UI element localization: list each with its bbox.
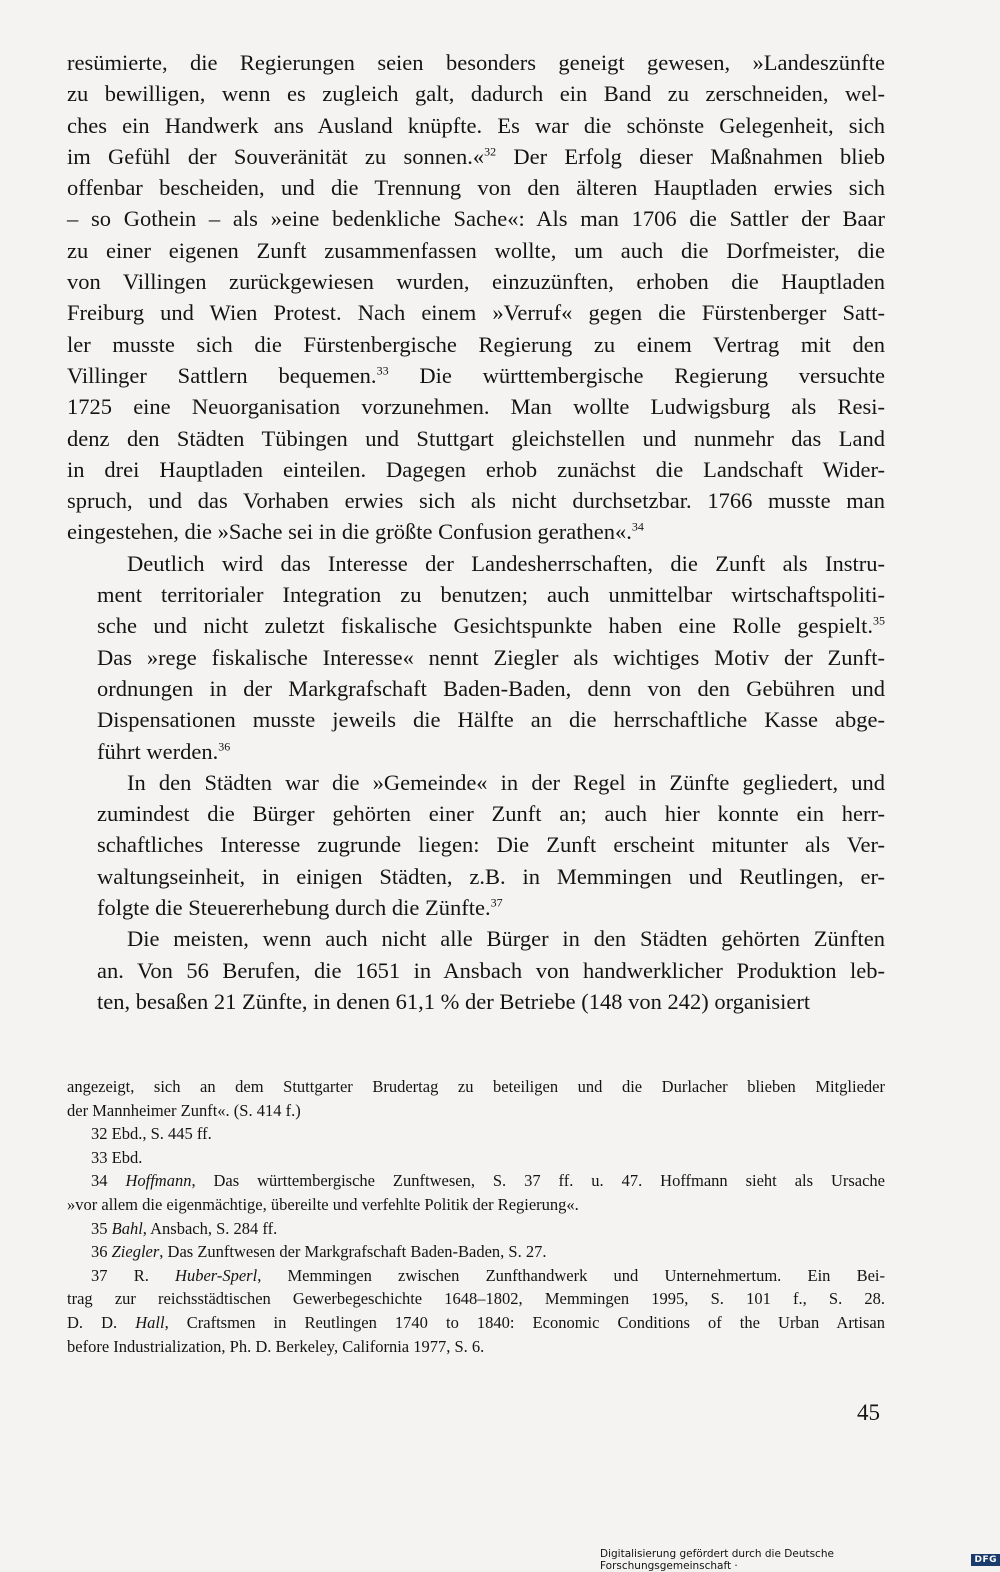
footnote-line: der Mannheimer Zunft«. (S. 414 f.) — [67, 1100, 301, 1120]
footnote-line: D. D. Hall, Craftsmen in Reutlingen 1740 to 1840: Economic Conditions of the Urban Artisan — [67, 1312, 885, 1332]
page-number: 45 — [857, 1400, 880, 1425]
text-line: In den Städten war die »Gemeinde« in der Regel in Zünfte gegliedert, und — [127, 769, 885, 795]
footnote — [67, 1169, 885, 1216]
text-line: Dispensationen musste jeweils die Hälfte an die herrschaftliche Kasse abge- — [97, 707, 885, 733]
text-line: – so Gothein – als »eine bedenkliche Sache«: Als man 1706 die Sattler der Baar — [67, 206, 885, 232]
text-line: ment territorialer Integration zu benutzen; auch unmittelbar wirtschaftspoliti- — [97, 582, 885, 608]
paragraph — [67, 923, 885, 1017]
text-line: ches ein Handwerk ans Ausland knüpfte. Es war die schönste Gelegenheit, sich — [67, 112, 885, 138]
footnote-line: 34 Hoffmann, Das württembergische Zunftwesen, S. 37 ff. u. 47. Hoffmann sieht als Ursache — [91, 1171, 886, 1191]
footnote-ref: 36 — [218, 739, 231, 754]
footnote-line: 32 Ebd., S. 445 ff. — [91, 1124, 212, 1144]
text-line: sche und nicht zuletzt fiskalische Gesichtspunkte haben eine Rolle gespielt.$^{35}$ — [97, 613, 885, 639]
text-line: Villinger Sattlern bequemen.$^{33}$ Die württembergische Regierung versuchte — [67, 362, 885, 388]
author-name: Hoffmann — [125, 1171, 192, 1191]
paragraph — [67, 767, 885, 923]
footnote-line: 35 Bahl, Ansbach, S. 284 ff. — [91, 1218, 278, 1238]
text-line: offenbar bescheiden, und die Trennung von den älteren Hauptladen erwies sich — [67, 175, 885, 201]
text-line: eingestehen, die »Sache sei in die größte Confusion gerathen«.$^{34}$ — [67, 519, 644, 545]
paragraph — [67, 47, 885, 548]
footnote-line: angezeigt, sich an dem Stuttgarter Brudertag zu beteiligen und die Durlacher blieben Mitglieder — [67, 1077, 885, 1096]
author-name: Bahl — [111, 1218, 143, 1238]
footnote-line: 37 R. Huber-Sperl, Memmingen zwischen Zunfthandwerk und Unternehmertum. Ein Bei- — [91, 1265, 885, 1285]
text-line: spruch, und das Vorhaben erwies sich als nicht durchsetzbar. 1766 musste man — [67, 488, 885, 514]
author-name: Huber-Sperl — [175, 1265, 258, 1285]
footnote-ref: 33 — [376, 363, 389, 378]
text-line: Die meisten, wenn auch nicht alle Bürger in den Städten gehörten Zünften — [127, 926, 885, 952]
author-name: Hall — [135, 1312, 165, 1332]
text-line: an. Von 56 Berufen, die 1651 in Ansbach von handwerklicher Produktion leb- — [97, 957, 885, 983]
text-line: im Gefühl der Souveränität zu sonnen.«$^{32}$ Der Erfolg dieser Maßnahmen blieb — [67, 143, 885, 169]
footnote-line: 33 Ebd. — [91, 1147, 143, 1167]
footnote — [67, 1240, 885, 1264]
text-line: zu bewilligen, wenn es zugleich galt, dadurch ein Band zu zerschneiden, wel- — [67, 81, 885, 107]
text-line: 1725 eine Neuorganisation vorzunehmen. Man wollte Ludwigsburg als Resi- — [67, 394, 885, 420]
footnote-line: »vor allem die eigenmächtige, übereilte und verfehlte Politik der Regierung«. — [67, 1194, 579, 1214]
text-line: ler musste sich die Fürstenbergische Regierung zu einem Vertrag mit den — [67, 331, 885, 357]
text-line: zu einer eigenen Zunft zusammenfassen wollte, um auch die Dorfmeister, die — [67, 237, 885, 263]
digitization-credit — [600, 1548, 1000, 1572]
footnote-ref: 34 — [631, 519, 644, 534]
footnote-line: 36 Ziegler, Das Zunftwesen der Markgrafschaft Baden-Baden, S. 27. — [91, 1242, 547, 1262]
text-line: denz den Städten Tübingen und Stuttgart gleichstellen und nunmehr das Land — [67, 425, 885, 451]
footnote-ref: 35 — [873, 613, 885, 628]
text-line: ten, besaßen 21 Zünfte, in denen 61,1 % der Betriebe (148 von 242) organisiert — [97, 988, 811, 1014]
digitization-note: Digitalisierung gefördert durch die Deutsche Forschungsgemeinschaft · — [600, 1548, 834, 1572]
text-line: folgte die Steuererhebung durch die Zünfte.$^{37}$ — [97, 895, 503, 921]
footnote — [67, 1217, 885, 1241]
text-line: resümierte, die Regierungen seien besonders geneigt gewesen, »Landeszünfte — [67, 50, 885, 75]
text-line: Deutlich wird das Interesse der Landesherrschaften, die Zunft als Instru- — [127, 550, 885, 576]
footnote-line: trag zur reichsstädtischen Gewerbegeschichte 1648–1802, Memmingen 1995, S. 101 f., S. 28. — [67, 1289, 885, 1309]
text-line: zumindest die Bürger gehörten einer Zunft an; auch hier konnte ein herr- — [97, 801, 885, 827]
text-line: führt werden.$^{36}$ — [97, 738, 231, 764]
footnote — [67, 1264, 885, 1358]
footnote — [67, 1122, 885, 1146]
text-line: schaftliches Interesse zugrunde liegen: Die Zunft erscheint mitunter als Ver- — [97, 832, 885, 858]
dfg-logo: DFG — [971, 1554, 1000, 1566]
text-line: Freiburg und Wien Protest. Nach einem »Verruf« gegen die Fürstenberger Satt- — [67, 300, 885, 326]
paragraph — [67, 548, 885, 767]
footnote — [67, 1146, 885, 1170]
footnote-line: before Industrialization, Ph. D. Berkeley, California 1977, S. 6. — [67, 1336, 485, 1356]
footnote-ref: 37 — [490, 895, 503, 910]
text-line: in drei Hauptladen einteilen. Dagegen erhob zunächst die Landschaft Wider- — [67, 456, 885, 482]
footnote-ref: 32 — [484, 144, 497, 159]
main-text — [67, 47, 885, 1017]
text-line: von Villingen zurückgewiesen wurden, einzuzünften, erhoben die Hauptladen — [67, 269, 885, 295]
footnote — [67, 1075, 885, 1122]
text-line: waltungseinheit, in einigen Städten, z.B. in Memmingen und Reutlingen, er- — [97, 863, 885, 889]
author-name: Ziegler — [111, 1242, 160, 1262]
text-line: ordnungen in der Markgrafschaft Baden-Baden, denn von den Gebühren und — [97, 675, 885, 701]
footnotes — [67, 1075, 885, 1358]
text-line: Das »rege fiskalische Interesse« nennt Ziegler als wichtiges Motiv der Zunft- — [97, 644, 885, 670]
